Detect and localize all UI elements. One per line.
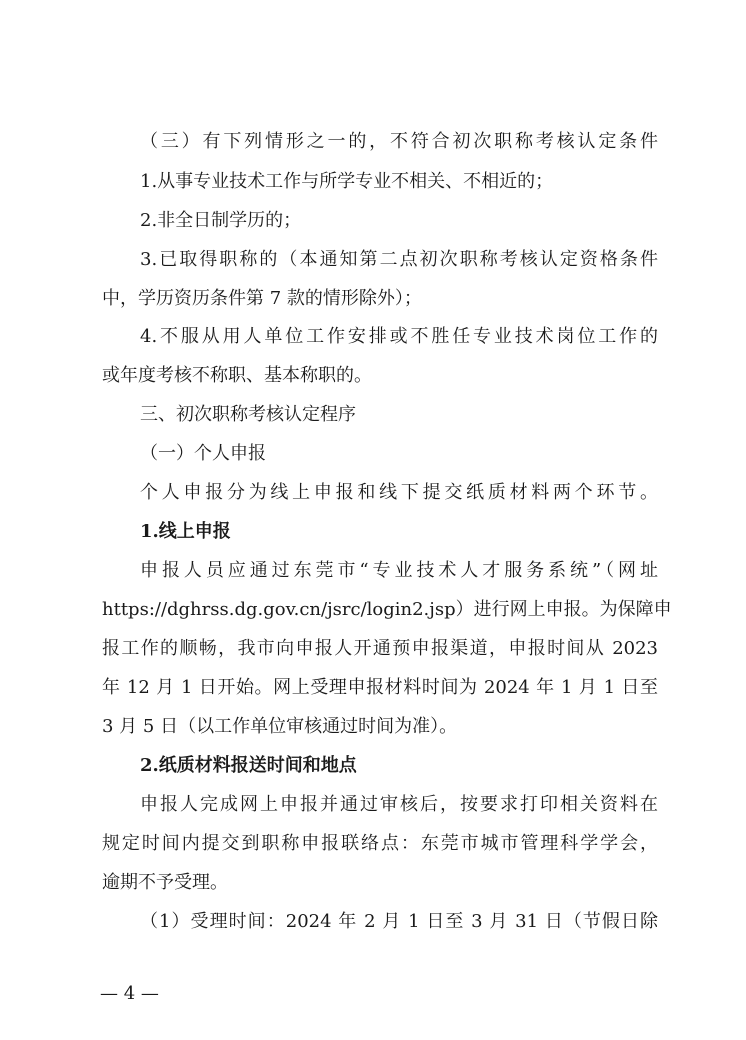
condition-item-3-continued: 中，学历资历条件第 7 款的情形除外）；: [102, 288, 422, 309]
subsection-heading-personal-application: （一）个人申报: [140, 443, 266, 464]
page-number: — 4 —: [100, 983, 159, 1004]
online-paragraph-line-4: 年 12 月 1 日开始。网上受理申报材料时间为 2024 年 1 月 1 日至: [102, 677, 658, 698]
condition-item-1: 1.从事专业技术工作与所学专业不相关、不相近的；: [140, 171, 554, 192]
online-paragraph-line-1: 申报人员应通过东莞市“专业技术人才服务系统”（网址: [140, 560, 658, 581]
paper-paragraph-line-3: 逾期不予受理。: [102, 872, 228, 893]
online-paragraph-line-5: 3 月 5 日（以工作单位审核通过时间为准）。: [102, 716, 458, 737]
condition-item-2: 2.非全日制学历的；: [140, 210, 302, 231]
online-application-heading: 1.线上申报: [140, 521, 231, 542]
paper-paragraph-line-1: 申报人完成网上申报并通过审核后，按要求打印相关资料在: [140, 794, 658, 815]
condition-item-4: 4.不服从用人单位工作安排或不胜任专业技术岗位工作的: [140, 326, 658, 347]
condition-item-3: 3.已取得职称的（本通知第二点初次职称考核认定资格条件: [140, 249, 658, 270]
section-heading-procedure: 三、初次职称考核认定程序: [140, 404, 356, 425]
condition-item-4-continued: 或年度考核不称职、基本称职的。: [102, 365, 372, 386]
online-paragraph-line-2: https://dghrss.dg.gov.cn/jsrc/login2.jsp）进行网上申报。为保障申: [102, 599, 672, 620]
condition-heading: （三）有下列情形之一的，不符合初次职称考核认定条件: [140, 131, 658, 152]
paper-materials-heading: 2.纸质材料报送时间和地点: [140, 755, 357, 776]
online-paragraph-line-3: 报工作的顺畅，我市向申报人开通预申报渠道，申报时间从 2023: [102, 638, 658, 659]
paper-paragraph-line-2: 规定时间内提交到职称申报联络点：东莞市城市管理科学学会，: [102, 833, 658, 854]
acceptance-time-line: （1）受理时间：2024 年 2 月 1 日至 3 月 31 日（节假日除: [140, 911, 658, 932]
application-overview: 个人申报分为线上申报和线下提交纸质材料两个环节。: [140, 482, 658, 503]
